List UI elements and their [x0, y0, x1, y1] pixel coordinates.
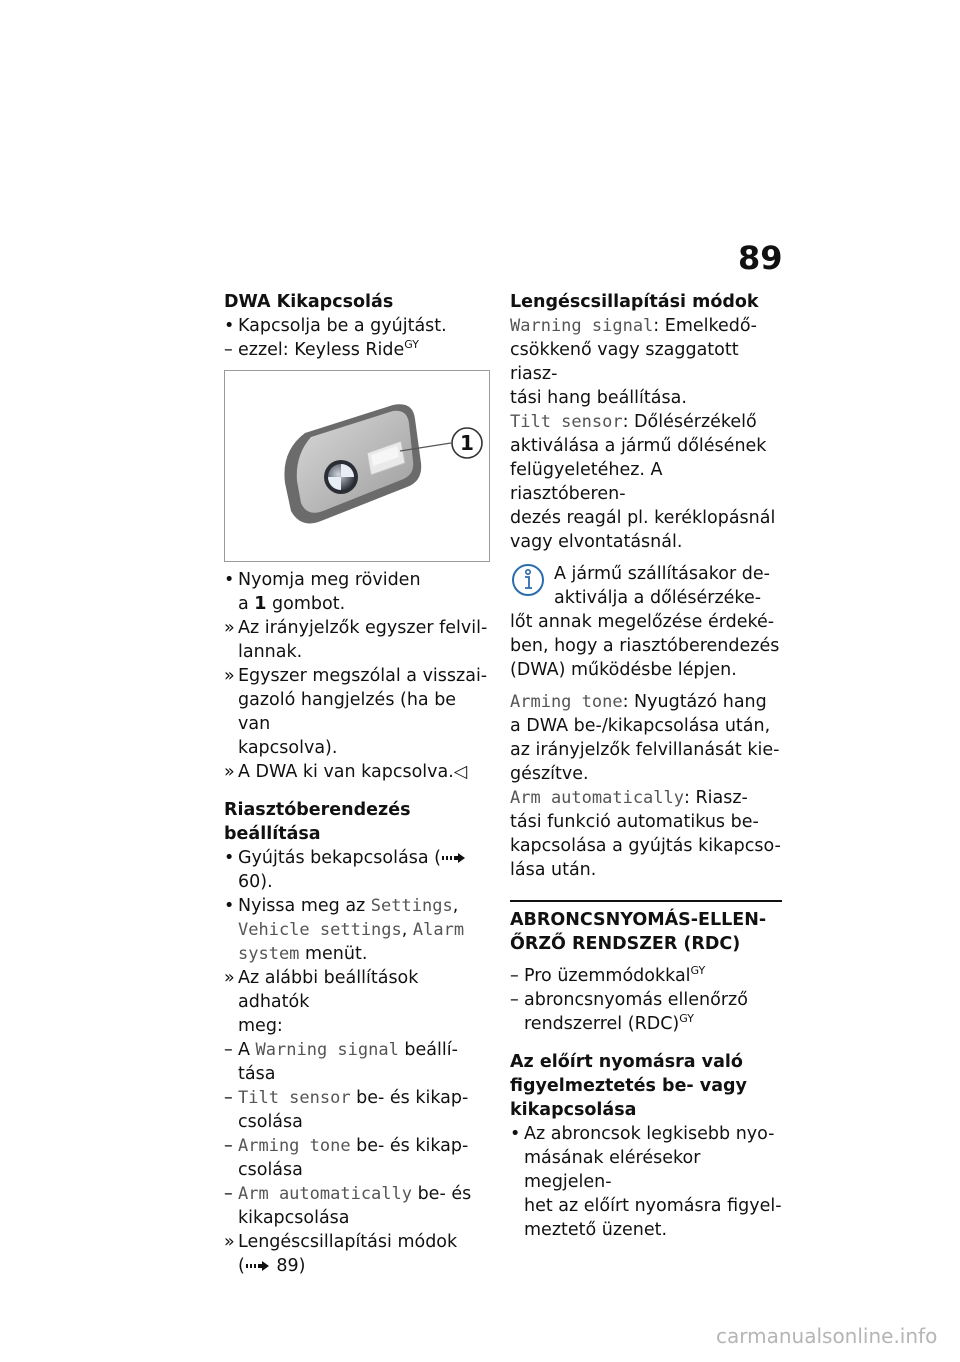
- pressure-warning-bullet: • Az abroncsok legkisebb nyo- másának elérésekor megjelen- het az előírt nyomásra figyel- meztető üzenet.: [510, 1124, 782, 1240]
- step-press-button: • Nyomja meg röviden a 1 gombot.: [224, 570, 421, 614]
- step-ignition-sub: – ezzel: Keyless Ride$^{GY}$: [224, 338, 419, 360]
- section-divider: [510, 900, 782, 902]
- option-arm-automatically: – Arm automatically be- és kikapcsolása: [224, 1184, 472, 1228]
- key-fob-figure: [224, 370, 490, 562]
- result-sound: » Egyszer megszólal a visszai- gazoló hangjelzés (ha be van kapcsolva).: [224, 666, 488, 758]
- option-warning-signal: – A Warning signal beállí- tása: [224, 1040, 458, 1084]
- callout-1: 1: [460, 431, 474, 455]
- option-tilt-sensor: – Tilt sensor be- és kikap- csolása: [224, 1088, 469, 1132]
- result-arrow-icon: »: [224, 762, 235, 782]
- step-ignition: • Kapcsolja be a gyújtást.: [224, 316, 447, 336]
- para-arm-automatically: Arm automatically: Riasz- tási funkció automatikus be- kapcsolása a gyújtás kikapcso- lása után.: [510, 788, 781, 880]
- info-icon: [510, 562, 546, 598]
- page-ref-link[interactable]: 89): [270, 1256, 306, 1276]
- page-reference-icon: [245, 1260, 271, 1272]
- dash-icon: –: [224, 1040, 233, 1060]
- note-continued: lőt annak megelőzése érdeké- ben, hogy a riasztóberendezés (DWA) működésbe lépjen.: [510, 612, 780, 680]
- result-arrow-icon: »: [224, 1232, 235, 1252]
- gy-superscript: GY: [679, 1012, 694, 1026]
- left-column: [224, 290, 490, 1278]
- bullet-icon: •: [224, 896, 235, 916]
- heading-pressure-warning: Az előírt nyomásra való figyelmeztetés be- vagy kikapcsolása: [510, 1052, 747, 1120]
- para-warning-signal: Warning signal: Emelkedő- csökkenő vagy szaggatott riasz- tási hang beállítása.: [510, 316, 757, 408]
- result-settings-available: » Az alábbi beállítások adhatók meg:: [224, 968, 419, 1036]
- bullet-icon: •: [510, 1124, 521, 1144]
- dash-icon: –: [224, 1136, 233, 1156]
- result-indicators: » Az irányjelzők egyszer felvil- lannak.: [224, 618, 488, 662]
- page-ref-link[interactable]: 60).: [238, 872, 273, 892]
- gy-superscript: GY: [690, 964, 706, 978]
- step-ignition-on: • Gyújtás bekapcsolása ( 60).: [224, 846, 490, 894]
- footer-watermark: carmanualsonline.info: [716, 1324, 938, 1348]
- dash-icon: –: [510, 990, 519, 1010]
- result-arrow-icon: »: [224, 666, 235, 686]
- bullet-icon: •: [224, 848, 235, 868]
- step-open-menu: • Nyissa meg az Settings, Vehicle settings, Alarm system menüt.: [224, 896, 465, 964]
- section-heading-rdc: ABRONCSNYOMÁS-ELLEN- ŐRZŐ RENDSZER (RDC): [510, 910, 767, 954]
- dash-icon: –: [510, 966, 519, 986]
- result-arrow-icon: »: [224, 618, 235, 638]
- dash-icon: –: [224, 1088, 233, 1108]
- info-note: A jármű szállításakor de- aktiválja a dőlésérzéke-: [510, 562, 782, 610]
- bullet-icon: •: [224, 570, 235, 590]
- bullet-icon: •: [224, 316, 235, 336]
- heading-damping-modes: Lengéscsillapítási módok: [510, 292, 759, 312]
- heading-dwa-off: DWA Kikapcsolás: [224, 292, 394, 312]
- para-arming-tone: Arming tone: Nyugtázó hang a DWA be-/kikapcsolása után, az irányjelzők felvillanását kie- gészítve.: [510, 692, 780, 784]
- result-arrow-icon: »: [224, 968, 235, 988]
- heading-alarm-settings: Riasztóberendezés beállítása: [224, 800, 411, 844]
- gy-superscript: GY: [404, 338, 419, 352]
- option-arming-tone: – Arming tone be- és kikap- csolása: [224, 1136, 469, 1180]
- right-column: [510, 290, 782, 1242]
- key-fob-illustration: [225, 371, 489, 561]
- page-number: 89: [738, 239, 783, 277]
- dash-icon: –: [224, 1184, 233, 1204]
- result-dwa-off: » A DWA ki van kapcsolva.◁: [224, 762, 468, 782]
- requirement-pro-modes: – Pro üzemmódokkal$^{GY}$: [510, 964, 706, 986]
- page-reference-icon: [441, 852, 467, 864]
- para-tilt-sensor: Tilt sensor: Dőlésérzékelő aktiválása a jármű dőlésének felügyeletéhez. A riasztóberen- dezés reagál pl. keréklopásnál vagy elvontatásnál.: [510, 412, 776, 552]
- requirement-rdc: – abroncsnyomás ellenőrző rendszerrel (RDC)$^{GY}$: [510, 990, 748, 1034]
- dash-icon: –: [224, 340, 233, 360]
- result-damping-modes: » Lengéscsillapítási módok ( 89): [224, 1232, 458, 1276]
